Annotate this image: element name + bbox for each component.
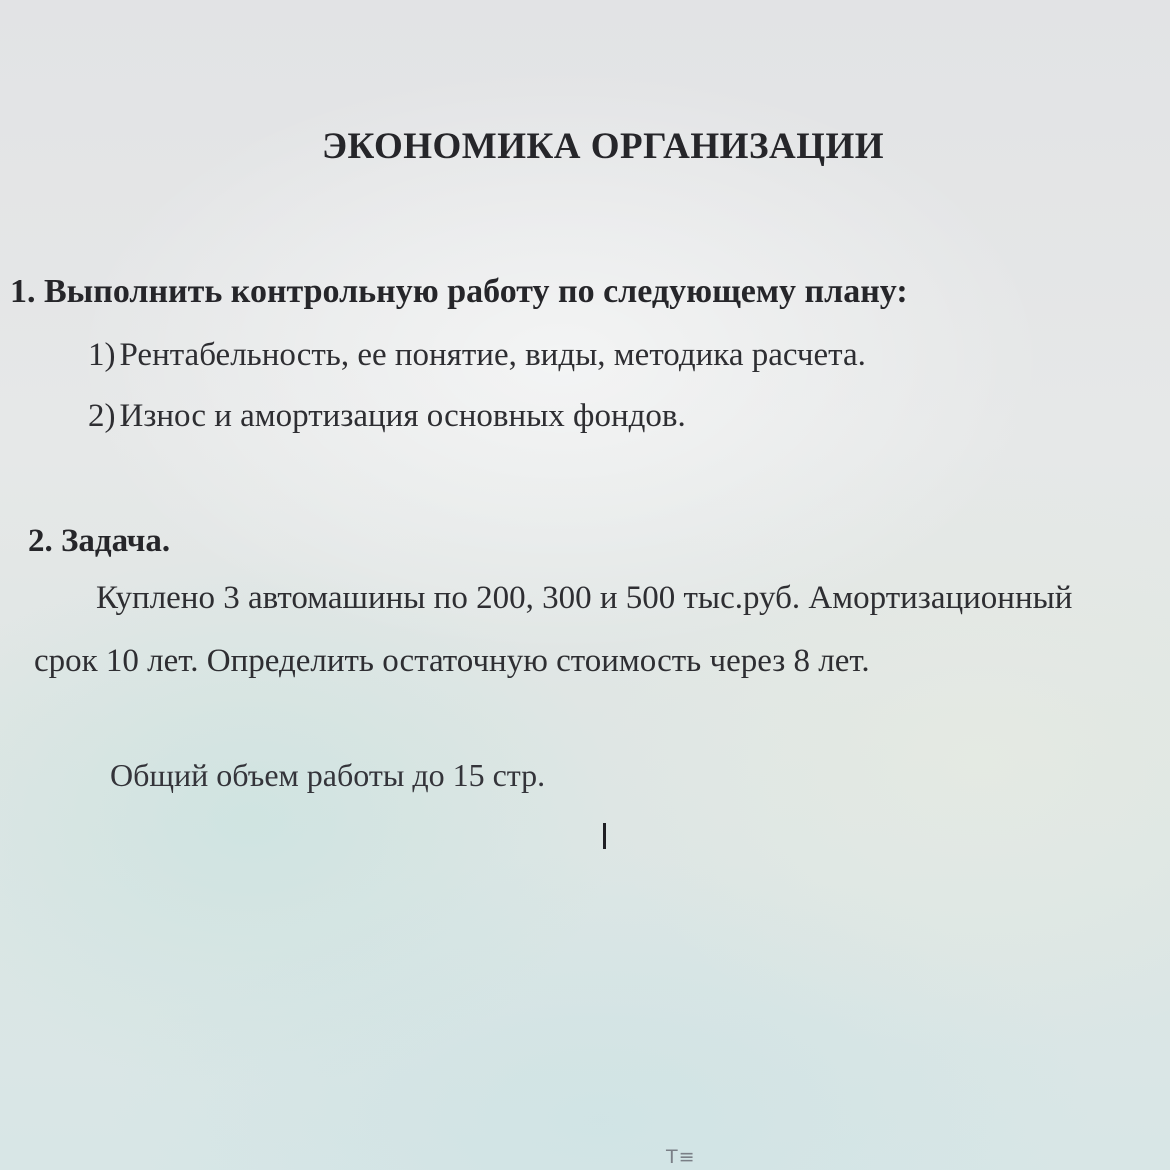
text-format-icon: T≡ [666,1146,696,1168]
task-text-line: Куплено 3 автомашины по 200, 300 и 500 тыс.руб. Амортизационный [96,580,1073,616]
plan-item-number: 1) [88,337,116,373]
plan-item-text: Рентабельность, ее понятие, виды, методика расчета. [119,337,866,373]
plan-item-text: Износ и амортизация основных фондов. [119,398,686,434]
volume-note: Общий объем работы до 15 стр. [110,757,546,793]
section2-heading: 2. Задача. [28,523,171,559]
task-text-line: срок 10 лет. Определить остаточную стоимость через 8 лет. [34,643,870,679]
document-title: ЭКОНОМИКА ОРГАНИЗАЦИИ [321,126,885,167]
plan-item-number: 2) [88,398,116,434]
section1-heading: 1. Выполнить контрольную работу по следующему плану: [10,273,908,310]
text-cursor-icon[interactable] [603,823,606,849]
plan-item [88,398,686,435]
plan-item [88,337,866,374]
